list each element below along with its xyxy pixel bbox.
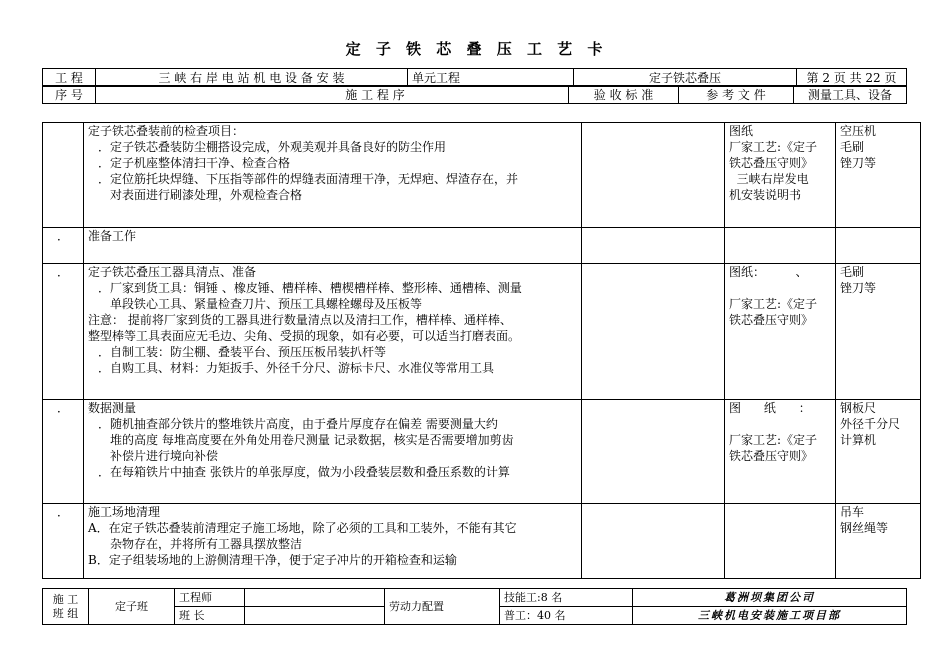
process-line: ．定子铁芯叠装防尘棚搭设完成，外观美观并具备良好的防尘作用 (98, 140, 447, 154)
process-line: 定子铁芯叠压工器具清点、准备 (88, 265, 257, 279)
labor-label: 劳动力配置 (385, 589, 500, 625)
tool-item: 外径千分尺 (840, 417, 901, 431)
acceptance-cell (582, 504, 725, 579)
seq-cell (43, 123, 84, 228)
tools-cell (836, 400, 921, 504)
procedure-row (43, 228, 921, 264)
seq-label: 序 号 (43, 86, 96, 104)
process-line: 施工场地清理 (88, 505, 161, 519)
process-line: A．在定子铁芯叠装前清理定子施工场地，除了必须的工具和工装外，不能有其它 (88, 521, 517, 535)
department-name: 三峡机电安装施工项目部 (633, 607, 907, 625)
process-line: ．自制工装：防尘棚、叠装平台、预压压板吊装扒杆等 (98, 345, 387, 359)
process-line: 对表面进行刷漆处理，外观检查合格 (110, 188, 303, 202)
acceptance-cell (582, 264, 725, 400)
reference-cell (725, 228, 836, 264)
procedure-row (43, 123, 921, 228)
seq-cell: ． (43, 264, 84, 400)
reference-line: 机安装说明书 (729, 188, 802, 202)
process-line: ．厂家到货工具：铜锤 、橡皮锤、槽样棒、槽楔槽样棒、整形棒、通槽棒、测量 (98, 281, 522, 295)
company-name: 葛洲坝集团公司 (633, 589, 907, 607)
process-line: 整型棒等工具表面应无毛边、尖角、受损的现象，如有必要，可以适当打磨表面。 (88, 329, 521, 343)
reference-line: 厂家工艺:《定子 (729, 140, 818, 154)
process-line: B．定子组装场地的上游侧清理干净，便于定子冲片的开箱检查和运输 (88, 553, 457, 567)
reference-line: 厂家工艺:《定子 (729, 297, 818, 311)
reference-line (729, 416, 831, 432)
reference-line: 厂家工艺:《定子 (729, 433, 818, 447)
unit-value: 定子铁芯叠压 (574, 69, 797, 87)
process-line: 杂物存在，并将所有工器具摆放整洁 (110, 537, 303, 551)
footer-table (42, 588, 907, 625)
team-label (43, 589, 89, 625)
leader-label: 班 长 (175, 607, 245, 625)
acceptance-cell (582, 228, 725, 264)
skilled-workers: 技能工:8 名 (500, 589, 633, 607)
process-line: 数据测量 (88, 401, 137, 415)
acceptance-cell (582, 123, 725, 228)
process-label: 施 工 程 序 (96, 86, 569, 104)
process-line: ．在每箱铁片中抽查 张铁片的单张厚度，做为小段叠装层数和叠压系数的计算 (98, 465, 510, 479)
header-table-2 (42, 85, 907, 104)
header-row-columns (43, 86, 907, 104)
tool-item: 空压机 (840, 124, 877, 138)
process-line: ．定子机座整体清扫干净、检查合格 (98, 156, 291, 170)
tool-item: 钢丝绳等 (840, 521, 889, 535)
process-line: 单段铁心工具、紧量检查刀片、预压工具螺栓螺母及压板等 (110, 297, 423, 311)
tools-cell (836, 264, 921, 400)
process-line: 准备工作 (88, 229, 137, 243)
reference-line: 图 纸 ： (729, 401, 811, 415)
tool-item: 毛刷 (840, 140, 865, 154)
reference-line (729, 280, 831, 296)
process-line: ．随机抽查部分铁片的整堆铁片高度，由于叠片厚度存在偏差 需要测量大约 (98, 417, 498, 431)
team-value: 定子班 (89, 589, 175, 625)
process-cell (84, 504, 582, 579)
tool-item: 吊车 (840, 505, 865, 519)
page-title: 定 子 铁 芯 叠 压 工 艺 卡 (345, 40, 605, 58)
process-line: 注意： 提前将厂家到货的工器具进行数量清点以及清扫工作，槽样棒、通样棒、 (88, 313, 512, 327)
procedure-row (43, 264, 921, 400)
reference-line: 三峡右岸发电 (729, 172, 809, 186)
procedure-row (43, 504, 921, 579)
project-value: 三 峡 右 岸 电 站 机 电 设 备 安 装 (96, 69, 408, 87)
tools-cell (836, 123, 921, 228)
acceptance-label: 验 收 标 准 (569, 86, 679, 104)
project-label: 工 程 (43, 69, 96, 87)
reference-line: 铁芯叠压守则》 (729, 449, 814, 463)
process-line: 定子铁芯叠装前的检查项目： (88, 124, 245, 138)
acceptance-cell (582, 400, 725, 504)
tool-item: 锉刀等 (840, 156, 877, 170)
reference-cell (725, 504, 836, 579)
process-line: 补偿片进行境向补偿 (110, 449, 219, 463)
engineer-value (245, 589, 385, 607)
header-row-project (43, 69, 907, 87)
tools-cell (836, 504, 921, 579)
leader-value (245, 607, 385, 625)
tools-cell (836, 228, 921, 264)
tool-item: 锉刀等 (840, 281, 877, 295)
unit-label: 单元工程 (408, 69, 574, 87)
team-label-line2: 班 组 (52, 606, 79, 620)
reference-line: 图纸： 、 (729, 265, 808, 279)
procedure-row (43, 400, 921, 504)
general-workers: 普工：40 名 (500, 607, 633, 625)
procedure-table (42, 122, 921, 579)
process-cell (84, 264, 582, 400)
reference-cell (725, 123, 836, 228)
process-cell (84, 400, 582, 504)
seq-cell: ． (43, 504, 84, 579)
tools-label: 测量工具、设备 (794, 86, 907, 104)
seq-cell: ． (43, 400, 84, 504)
process-line: ．定位筋托块焊缝、下压指等部件的焊缝表面清理干净，无焊疤、焊渣存在，并 (98, 172, 519, 186)
tool-item: 钢板尺 (840, 401, 877, 415)
reference-cell (725, 400, 836, 504)
page-number: 第 2 页 共 22 页 (797, 69, 907, 87)
engineer-label: 工程师 (175, 589, 245, 607)
team-label-line1: 施 工 (52, 592, 79, 606)
reference-line: 铁芯叠压守则》 (729, 156, 814, 170)
process-cell (84, 123, 582, 228)
process-line: 堆的高度 每堆高度要在外角处用卷尺测量 记录数据，核实是否需要增加剪齿 (110, 433, 514, 447)
reference-label: 参 考 文 件 (679, 86, 794, 104)
reference-cell (725, 264, 836, 400)
tool-item: 毛刷 (840, 265, 865, 279)
reference-line: 铁芯叠压守则》 (729, 313, 814, 327)
process-line: ．自购工具、材料：力矩扳手、外径千分尺、游标卡尺、水准仪等常用工具 (98, 361, 495, 375)
tool-item: 计算机 (840, 433, 877, 447)
seq-cell: ． (43, 228, 84, 264)
process-cell (84, 228, 582, 264)
reference-line: 图纸 (729, 124, 754, 138)
